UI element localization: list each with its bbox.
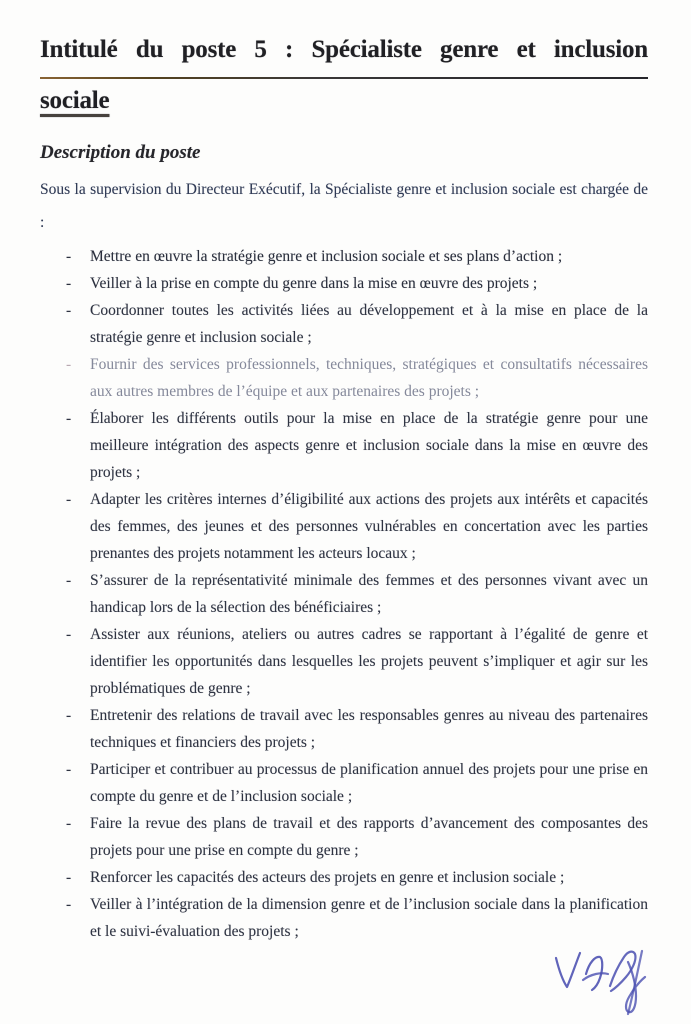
- bullet-dash: -: [66, 896, 72, 913]
- bullet-dash: -: [66, 302, 72, 319]
- bullet-dash: -: [66, 491, 72, 508]
- duty-text: Mettre en œuvre la stratégie genre et inclusion sociale et ses plans d’action ;: [90, 248, 563, 265]
- duty-text: Veiller à la prise en compte du genre dans la mise en œuvre des projets ;: [90, 275, 538, 292]
- duty-text: Adapter les critères internes d’éligibilité aux actions des projets aux intérêts et capacités des femmes, des jeunes et des personnes vulnérables en concertation avec les parties prenantes des projets notamment les acteurs locaux ;: [90, 491, 648, 562]
- duty-item: [66, 810, 648, 864]
- duty-item: [66, 891, 648, 945]
- duty-item: [66, 702, 648, 756]
- bullet-dash: -: [66, 869, 72, 886]
- duty-item: [66, 243, 648, 270]
- bullet-dash: -: [66, 761, 72, 778]
- duty-text: Fournir des services professionnels, techniques, stratégiques et consultatifs nécessaires aux autres membres de l’équipe et aux partenaires des projets ;: [90, 356, 648, 400]
- duty-text: Faire la revue des plans de travail et des rapports d’avancement des composantes des projets pour une prise en compte du genre ;: [90, 815, 648, 859]
- duty-item: [66, 756, 648, 810]
- duty-item: [66, 486, 648, 567]
- duty-text: Renforcer les capacités des acteurs des projets en genre et inclusion sociale ;: [90, 869, 565, 886]
- duty-text: Coordonner toutes les activités liées au développement et à la mise en place de la stratégie genre et inclusion sociale ;: [90, 302, 648, 346]
- bullet-dash: -: [66, 572, 72, 589]
- duty-item: [66, 405, 648, 486]
- duty-text: Participer et contribuer au processus de planification annuel des projets pour une prise en compte du genre et de l’inclusion sociale ;: [90, 761, 648, 805]
- duty-item: [66, 621, 648, 702]
- duties-list: [40, 243, 648, 945]
- signature: [548, 944, 660, 1020]
- duty-text: Assister aux réunions, ateliers ou autres cadres se rapportant à l’égalité de genre et identifier les opportunités dans lesquelles les projets peuvent s’impliquer et agir sur les problématiques de genre ;: [90, 626, 648, 697]
- bullet-dash: -: [66, 248, 72, 265]
- bullet-dash: -: [66, 707, 72, 724]
- bullet-dash: -: [66, 815, 72, 832]
- duty-text: Veiller à l’intégration de la dimension genre et de l’inclusion sociale dans la planification et le suivi-évaluation des projets ;: [90, 896, 648, 940]
- duty-text: Entretenir des relations de travail avec les responsables genres au niveau des partenaires techniques et financiers des projets ;: [90, 707, 648, 751]
- section-heading: Description du poste: [40, 142, 201, 163]
- duty-item: [66, 351, 648, 405]
- duty-text: S’assurer de la représentativité minimale des femmes et des personnes vivant avec un handicap lors de la sélection des bénéficiaires ;: [90, 572, 648, 616]
- duty-text: Élaborer les différents outils pour la mise en place de la stratégie genre pour une meilleure intégration des aspects genre et inclusion sociale dans la mise en œuvre des projets ;: [90, 410, 648, 481]
- intro-paragraph: Sous la supervision du Directeur Exécutif, la Spécialiste genre et inclusion sociale est chargée de :: [40, 181, 648, 231]
- bullet-dash: -: [66, 356, 72, 373]
- bullet-dash: -: [66, 410, 72, 427]
- page-title: [40, 28, 648, 123]
- bullet-dash: -: [66, 275, 72, 292]
- duty-item: [66, 270, 648, 297]
- duty-item: [66, 864, 648, 891]
- duty-item: [66, 567, 648, 621]
- page-title-line2: sociale: [40, 87, 110, 114]
- duty-item: [66, 297, 648, 351]
- signature-ink-icon: [548, 944, 660, 1018]
- bullet-dash: -: [66, 626, 72, 643]
- page-title-line1: Intitulé du poste 5 : Spécialiste genre et inclusion: [40, 28, 648, 79]
